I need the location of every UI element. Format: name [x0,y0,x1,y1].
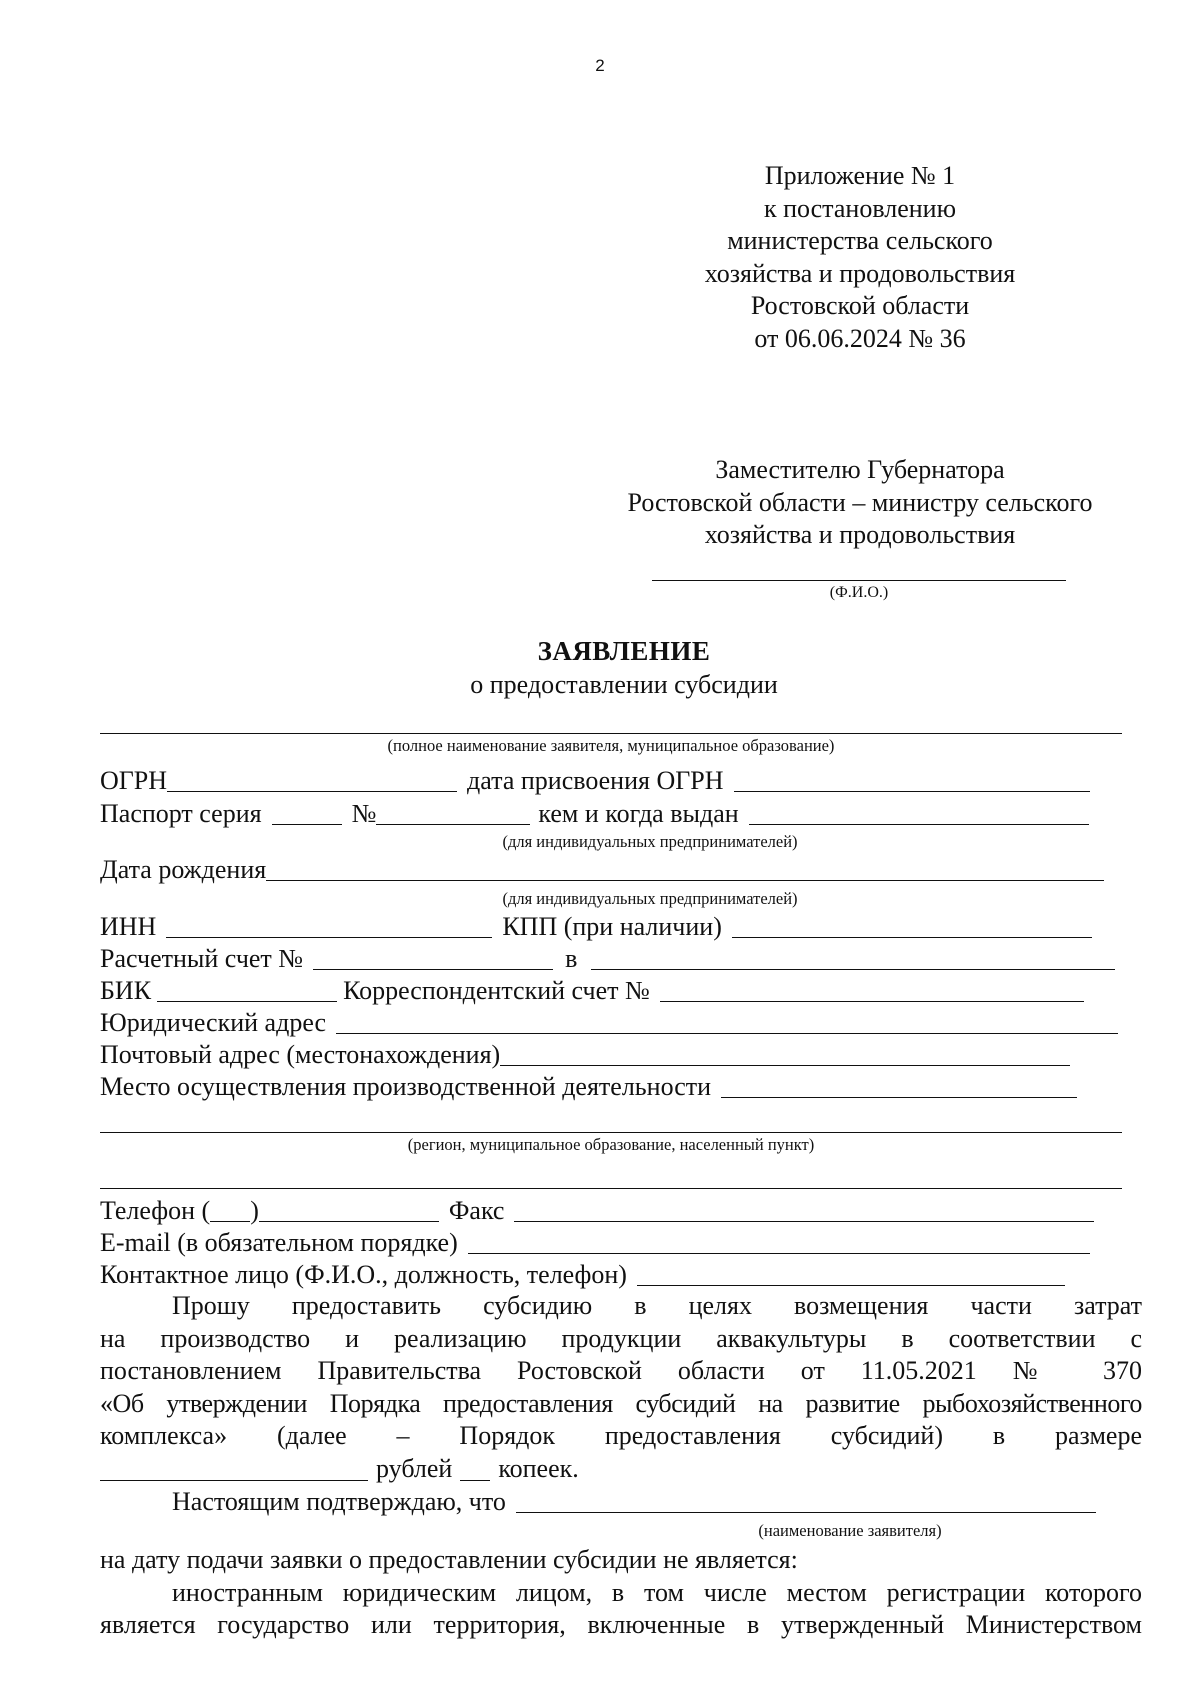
appendix-line: от 06.06.2024 № 36 [754,323,966,353]
applicant-name-confirm-field[interactable] [516,1488,1096,1513]
corr-account-field[interactable] [660,977,1084,1002]
postal-address-label: Почтовый адрес (местонахождения) [100,1040,501,1069]
contact-label: Контактное лицо (Ф.И.О., должность, телефон) [100,1260,627,1289]
fax-label: Факс [448,1196,505,1225]
inn-field[interactable] [166,913,492,938]
kpp-field[interactable] [732,913,1092,938]
birth-date-field[interactable] [266,856,1104,881]
kpp-label: КПП (при наличии) [502,912,722,941]
applicant-name-field[interactable] [100,733,1122,734]
passport-series-field[interactable] [272,800,342,825]
fio-caption: (Ф.И.О.) [829,584,889,601]
bik-row [100,974,1084,1006]
email-field[interactable] [468,1229,1090,1254]
ip-caption-2: (для индивидуальных предпринимателей) [502,889,798,908]
confirm-line: иностранным юридическим лицом, в том числе местом регистрации которого [172,1577,1142,1607]
phone-code-field[interactable] [210,1197,250,1222]
contact-row [100,1258,1065,1290]
request-line: «Об утверждении Порядка предоставления субсидий на развитие рыбохозяйственного [100,1388,1142,1418]
page-number: 2 [595,56,605,75]
legal-address-row [100,1006,1118,1038]
account-in-label: в [565,944,578,973]
activity-place-label: Место осуществления производственной деятельности [100,1072,712,1101]
account-row [100,942,1115,974]
activity-place-row [100,1070,1077,1102]
ogrn-row [100,764,1090,796]
request-line: Прошу предоставить субсидию в целях возмещения части затрат [172,1291,1142,1320]
applicant-caption: (полное наименование заявителя, муниципальное образование) [387,736,835,755]
inn-label: ИНН [100,912,157,941]
ogrn-date-label: дата присвоения ОГРН [467,766,724,795]
bik-field[interactable] [157,977,337,1002]
postal-address-row [100,1038,1070,1070]
request-paragraph [100,1290,1142,1485]
fio-field[interactable] [652,580,1066,581]
ip-caption: (для индивидуальных предпринимателей) [502,832,798,851]
corr-label: Корреспондентский счет № [343,976,650,1005]
bik-label: БИК [100,976,152,1005]
confirm-lead: Настоящим подтверждаю, что [172,1487,506,1516]
passport-row [100,797,1089,829]
confirm-line: на дату подачи заявки о предоставлении субсидии не является: [100,1545,798,1574]
email-row [100,1226,1090,1258]
addressee-line: хозяйства и продовольствия [704,520,1016,549]
email-label: E-mail (в обязательном порядке) [100,1228,458,1257]
amount-kopecks-field[interactable] [460,1456,490,1481]
confirm-row [172,1485,1096,1517]
amount-rubles-field[interactable] [100,1456,368,1481]
contact-field[interactable] [637,1261,1065,1286]
amount-row [100,1453,1142,1486]
confirm-paragraph [100,1544,1142,1642]
appendix-line: хозяйства и продовольствия [704,258,1016,288]
activity-place-field-2[interactable] [100,1132,1122,1133]
kopecks-label: копеек. [498,1453,579,1483]
addressee-block [560,454,1160,552]
appendix-line: министерства сельского [727,226,993,255]
account-field[interactable] [313,945,553,970]
addressee-line: Заместителю Губернатора [715,455,1005,484]
appendix-line: к постановлению [763,193,957,223]
phone-row [100,1194,1094,1226]
request-line: комплекса» (далее – Порядок предоставления субсидий) в размере [100,1421,1142,1450]
birth-label: Дата рождения [100,855,267,884]
ogrn-label: ОГРН [100,766,168,795]
legal-address-field[interactable] [336,1009,1118,1034]
passport-issued-label: кем и когда выдан [538,799,739,828]
postal-address-field[interactable] [500,1041,1070,1066]
addressee-line: Ростовской области – министру сельского [627,487,1093,517]
document-title: ЗАЯВЛЕНИЕ [537,636,711,666]
request-line: на производство и реализацию продукции аквакультуры в соответствии с [100,1323,1142,1353]
appendix-block [620,160,1100,355]
passport-number-label: № [351,799,377,828]
inn-row [100,910,1092,942]
birth-row [100,853,1104,885]
activity-place-field-3[interactable] [100,1188,1122,1189]
legal-address-label: Юридический адрес [100,1008,327,1037]
phone-label: Телефон ( [100,1196,211,1225]
document-subtitle: о предоставлении субсидии [470,670,778,699]
ogrn-field[interactable] [167,767,457,792]
confirm-line: является государство или территория, включенные в утвержденный Министерством [100,1610,1142,1639]
region-caption: (регион, муниципальное образование, населенный пункт) [407,1135,815,1154]
phone-field[interactable] [259,1197,439,1222]
passport-label: Паспорт серия [100,799,262,828]
bank-field[interactable] [591,945,1115,970]
request-line: постановлением Правительства Ростовской области от 11.05.2021 № 370 [100,1356,1142,1385]
applicant-name-caption: (наименование заявителя) [758,1521,942,1540]
phone-label-close: ) [250,1196,259,1225]
passport-number-field[interactable] [376,800,530,825]
appendix-line: Приложение № 1 [764,161,956,190]
appendix-line: Ростовской области [750,291,970,320]
activity-place-field[interactable] [721,1073,1077,1098]
fax-field[interactable] [514,1197,1094,1222]
rubles-label: рублей [376,1453,453,1483]
ogrn-date-field[interactable] [734,767,1090,792]
passport-issued-field[interactable] [749,800,1089,825]
account-label: Расчетный счет № [100,944,304,973]
